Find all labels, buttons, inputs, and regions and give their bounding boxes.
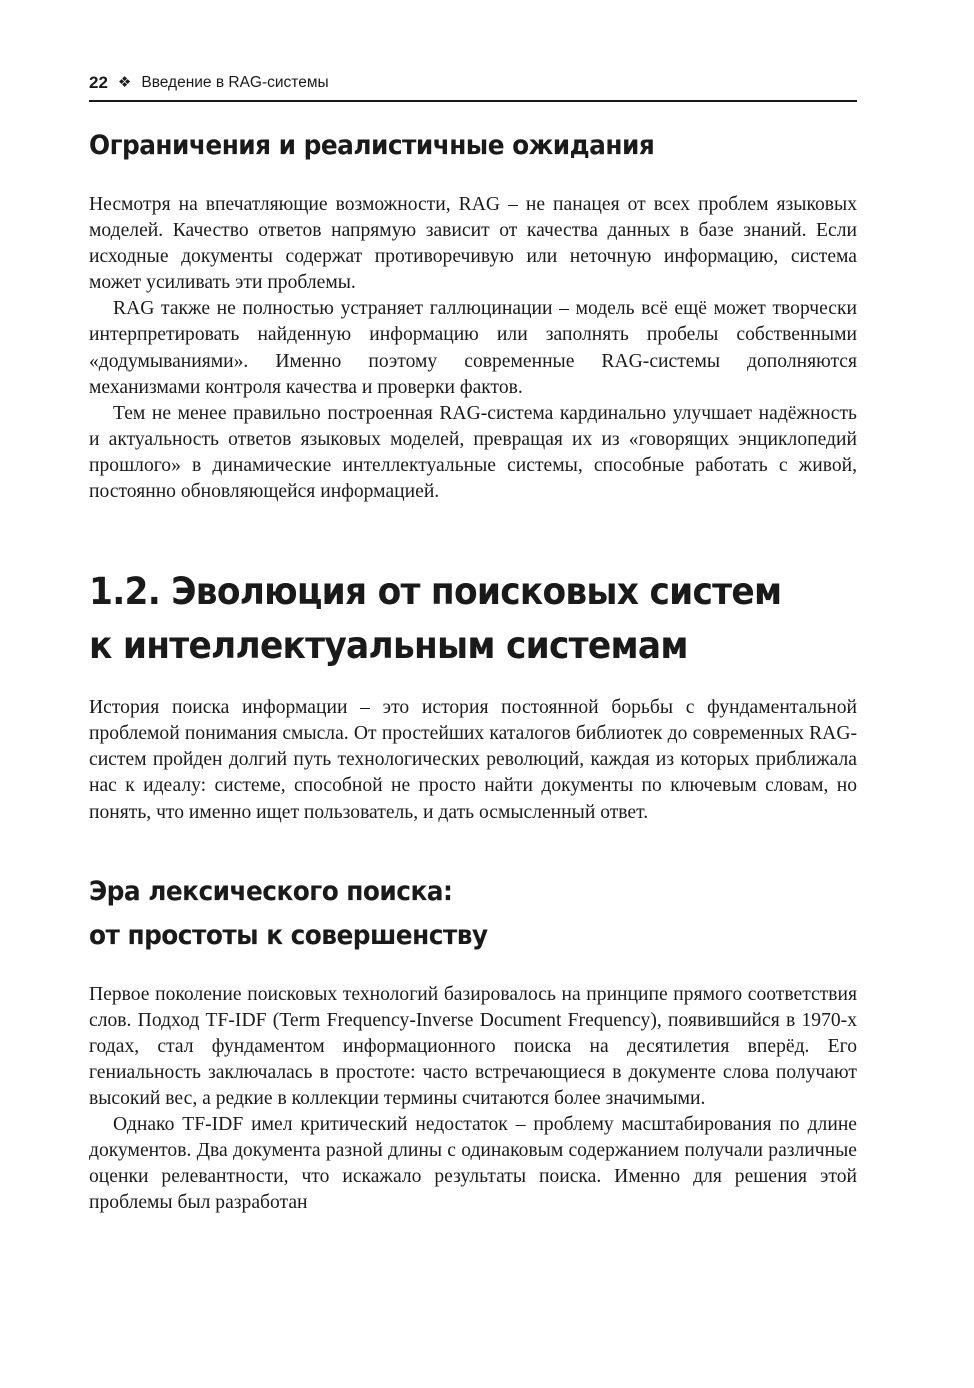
section-heading-lexical (89, 870, 796, 958)
section-heading-lexical-line-1: Эра лексического поиска: (89, 875, 453, 907)
paragraph-chapter-intro: История поиска информации – это история постоянной борьбы с фундаментальной проблемой понимания смысла. От простейших каталогов библиотек до современных RAG-систем пройден долгий путь технологических революций, каждая из которых приближала нас к идеалу: системе, способной не просто найти документы по ключевым словам, но понять, что именно ищет пользователь, и дать осмысленный ответ. (89, 697, 857, 823)
running-head (89, 72, 857, 102)
paragraph-limits-2: RAG также не полностью устраняет галлюцинации – модель всё ещё может творчески интерпретировать найденную информацию или заполнять пробелы собственными «додумываниями». Именно поэтому современные RAG-системы дополняются механизмами контроля качества и проверки фактов. (89, 298, 857, 398)
page-number: 22 (89, 73, 108, 92)
page-content (89, 124, 857, 1216)
chapter-heading-1-2 (89, 565, 803, 673)
section-heading-lexical-line-2: от простоты к совершенству (89, 919, 488, 951)
chapter-heading-line-1: 1.2. Эволюция от поисковых систем (89, 570, 782, 614)
paragraph-limits-3: Тем не менее правильно построенная RAG-система кардинально улучшает надёжность и актуальность ответов языковых моделей, превращая их из «говорящих энциклопедий прошлого» в динамические интеллектуальные системы, способные работать с живой, постоянно обновляющейся информацией. (89, 402, 857, 503)
paragraph-lexical-1: Первое поколение поисковых технологий базировалось на принципе прямого соответствия слов. Подход TF-IDF (Term Frequency-Inverse Document Frequency), появившийся в 1970-х годах, стал фундаментом информационного поиска на десятилетия вперёд. Его гениальность заключалась в простоте: часто встречающиеся в документе слова получают высокий вес, а редкие в коллекции термины считаются более значимыми. (89, 983, 857, 1109)
chapter-heading-line-2: к интеллектуальным системам (89, 624, 688, 668)
diamond-flower-icon: ❖ (117, 74, 132, 91)
paragraph-lexical-2: Однако TF-IDF имел критический недостаток – проблему масштабирования по длине документов. Два документа разной длины с одинаковым содержанием получали различные оценки релевантности, что искажало результаты поиска. Именно для решения этой проблемы был разработан (89, 1114, 857, 1214)
running-head-title: Введение в RAG-системы (141, 74, 329, 91)
section-heading-limits: Ограничения и реалистичные ожидания (89, 130, 655, 161)
paragraph-limits-1: Несмотря на впечатляющие возможности, RAG – не панацея от всех проблем языковых моделей. Качество ответов напрямую зависит от качества данных в базе знаний. Если исходные документы содержат противоречивую или неточную информацию, система может усиливать эти проблемы. (89, 194, 857, 294)
